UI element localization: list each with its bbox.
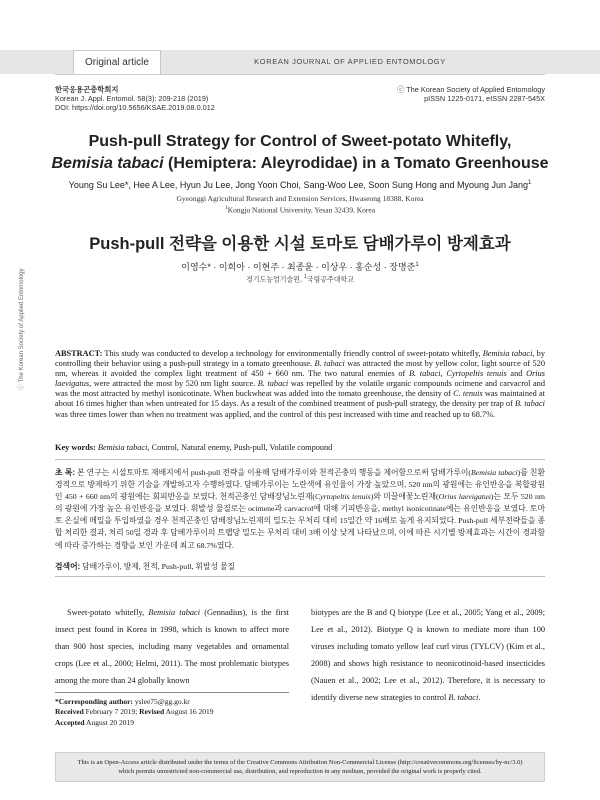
abstract-text: , were attracted the most by 520 nm light source. (89, 379, 258, 389)
abstract-species: B. tabaci (514, 399, 545, 409)
footnote-divider (55, 692, 289, 693)
abstract-text: was maintained at about 16 times higher than when untreated for 15 days. As a result of the combined treatment of push-pull strategy, the density per trap of (55, 389, 545, 409)
received-value: February 7 2019; (83, 707, 140, 717)
keywords-species: Bemisia tabaci (95, 443, 148, 452)
citation: Korean J. Appl. Entomol. 58(3): 209-218 (2019) (55, 94, 209, 103)
issn: pISSN 1225-0171, eISSN 2287-545X (424, 94, 545, 103)
abstract-text: and (506, 369, 527, 379)
abstract-text: , (440, 369, 447, 379)
header-divider (55, 74, 545, 75)
authors-korean (20, 260, 580, 273)
abstract-text: , by controlling their behavior using a push-pull strategy in a tomato greenhouse. (55, 349, 545, 369)
title-english-line2 (20, 155, 580, 173)
title-english-line2-rest: (Hemiptera: Aleyrodidae) in a Tomato Greenhouse (163, 155, 549, 172)
korean-abstract-species: Orius laevigatus (438, 492, 491, 502)
corresponding-author (55, 697, 289, 707)
korean-abstract-species: Cyrtopeltis tenuis (315, 492, 371, 502)
abstract-species: Bemisia tabaci (482, 349, 533, 358)
corresponding-author-email[interactable]: yslee75@gg.go.kr (133, 697, 190, 706)
abstract-text: was attracted the most by yellow color, light source of 520 nm, whereas it avoided the complex light treatment of 450 + 660 nm. The two natural enemies of (55, 359, 545, 379)
abstract-species: B. tabaci (314, 359, 345, 369)
affiliation-2 (20, 205, 580, 215)
abstract-text: was three times lower than when no treatment was applied, and the control of this pest increased with time and reached up to 68.7%. (55, 409, 496, 419)
journal-korean-name: 한국응용곤충학회지 (55, 85, 119, 94)
body-column-left (55, 604, 289, 689)
korean-keywords (55, 562, 545, 572)
license-line-1: This is an Open-Access article distributed under the terms of the Creative Commons Attribution Non-Commercial License (http://creativecommons.org/licenses/by-nc/3.0) (77, 759, 523, 766)
received-date (55, 707, 289, 717)
authors-korean-names: 이영수* · 이희아 · 이현주 · 최종윤 · 이상우 · 홍순성 · 장명준 (181, 262, 416, 272)
korean-abstract-divider (55, 576, 545, 577)
revised-value: August 16 2019 (164, 707, 214, 717)
body-text: . (478, 693, 481, 703)
affiliation-korean (20, 274, 580, 284)
accepted-label: Accepted (55, 717, 85, 727)
korean-abstract-species: Bemisia tabaci (471, 468, 518, 477)
side-copyright-text: ⓒ The Korean Society of Applied Entomology (19, 268, 25, 390)
corresponding-author-label: *Corresponding author: (55, 697, 133, 706)
abstract-species: C. tenuis (453, 389, 483, 399)
footnote (55, 697, 289, 728)
affiliation-1: Gyeonggi Agricultural Research and Extension Services, Hwaseong 18388, Korea (176, 194, 424, 203)
accepted-date (55, 718, 289, 728)
abstract (55, 349, 545, 420)
keywords (55, 443, 545, 453)
body-text: Sweet-potato whitefly, (67, 608, 149, 617)
title-english-line1: Push-pull Strategy for Control of Sweet-potato Whitefly, (88, 133, 512, 150)
title-species-name: Bemisia tabaci (51, 155, 164, 172)
received-label: Received (55, 707, 84, 717)
author-affiliation-mark: 1 (528, 180, 532, 186)
affiliation-korean-2: 국립공주대학교 (306, 276, 355, 284)
abstract-species: Cyrtopeltis tenuis (446, 369, 507, 379)
korean-keywords-label: 검색어: (55, 562, 81, 571)
body-species: B. tabaci (448, 693, 479, 703)
abstract-species: Orius laevigatus (55, 369, 545, 389)
side-copyright-label (16, 268, 30, 390)
accepted-value: August 20 2019 (84, 717, 134, 727)
korean-keywords-list: 담배가루이, 방제, 천적, Push-pull, 휘발성 물질 (80, 562, 236, 571)
body-text: (Gennadius), is the first insect pest found in Korea in 1998, which is known to affect more than 900 host species, including many vegetables and ornamental crops (Lee et al., 2000; Helmi, 2011). The most problematic biotypes among the more than 24 globally known (55, 608, 289, 686)
korean-abstract-text: 본 연구는 시설토마토 재배지에서 push-pull 전략을 이용해 담배가루이와 천적곤충의 행동을 제어함으로써 담배가루이( (74, 468, 471, 477)
license-line-2: which permits unrestricted non-commercial use, distribution, and reproduction in any medium, provided the original work is properly cited. (118, 768, 482, 776)
authors-english-names: Young Su Lee*, Hee A Lee, Hyun Ju Lee, Jong Yoon Choi, Sang-Woo Lee, Soon Sung Hong and Myoung Jun Jang (68, 180, 528, 190)
korean-abstract-text: )와 미끌애꽃노린재( (370, 492, 439, 502)
abstract-text: This study was conducted to develop a technology for environmentally friendly control of sweet-potato whitefly, (102, 349, 483, 358)
abstract-divider (55, 459, 545, 460)
abstract-species: B. tabaci (257, 379, 289, 389)
article-type-tab: Original article (73, 50, 161, 74)
abstract-text: was repelled by the volatile organic compounds ocimene and carvacrol and was the most attracted by methyl isonicotinate. When buckwheat was added into the tomato greenhouse, the density of (55, 379, 545, 399)
license-box (55, 752, 545, 782)
body-text: biotypes are the B and Q biotype (Lee et al., 2005; Yang et al., 2009; Lee et al., 2012). Biotype Q is known to mediate more than 100 viruses including tomato yellow leaf curl virus (TYLCV) (Kim et al., 2008) and shows high resistance to neonicotinoid-based insecticides (Nauen et al., 2002; Lee et al., 2012). Therefore, it is necessary to identify diverse new strategies to control (311, 608, 545, 703)
korean-abstract-text: )는 모두 520 nm의 광원에 가장 높은 유인반응을 보였다. 휘발성 물질로는 ocimene과 carvacrol에 대해 기피반응을, methyl isonicotinate에는 유인반응을 보였다. 토마토 온실에 메밀을 투입하였을 경우 천적곤충인 담배장님노린재의 밀도는 무처리 대비 15일간 약 16배로 높게 유지되었다. Push-pull 세부전략들을 종합 처리한 결과, 처리 50일 경과 후 담배가루이의 트랩당 밀도는 무처리 대비 3배 이상 낮게 나타났으며, 이에 따른 시기별 방제효과는 시간이 경과함에 따라 증가하는 경향을 보인 가운데 최고 68.7%였다. (55, 492, 546, 550)
affiliation-2-mark: 1 (224, 205, 228, 211)
abstract-label: ABSTRACT: (55, 349, 103, 358)
body-species: Bemisia tabaci (148, 608, 201, 617)
affiliation-korean-1: 경기도농업기술원, (245, 276, 304, 284)
title-korean: Push-pull 전략을 이용한 시설 토마토 담배가루이 방제효과 (89, 235, 511, 253)
keywords-label: Key words: (55, 443, 96, 452)
copyright-notice: ⓒ The Korean Society of Applied Entomology (397, 85, 545, 94)
author-korean-affiliation-mark: 1 (415, 262, 419, 268)
korean-abstract-text: )를 친환경적으로 방제하기 위한 기술을 개발하고자 수행하였다. 담배가루이는 노란색에 유인율이 가장 높았으며, 520 nm의 광원에는 유인반응을 복합광원인 450 + 660 nm의 광원에는 회피반응을 보였다. 천적곤충인 담배장님노린재( (55, 468, 545, 502)
korean-abstract (55, 467, 545, 552)
journal-name: KOREAN JOURNAL OF APPLIED ENTOMOLOGY (254, 57, 446, 66)
korean-abstract-label: 초 록: (55, 468, 75, 477)
revised-label: Revised (139, 707, 165, 717)
abstract-species: B. tabaci (408, 369, 441, 379)
authors-english (20, 180, 580, 190)
doi-link[interactable]: DOI: https://doi.org/10.5656/KSAE.2019.08.0.012 (55, 103, 215, 112)
body-column-right (311, 604, 545, 707)
affiliation-2-text: Kongju National University, Yesan 32439, Korea (227, 205, 376, 215)
keywords-list: , Control, Natural enemy, Push-pull, Volatile compound (147, 443, 333, 452)
affiliation-korean-mark: 1 (303, 274, 307, 280)
